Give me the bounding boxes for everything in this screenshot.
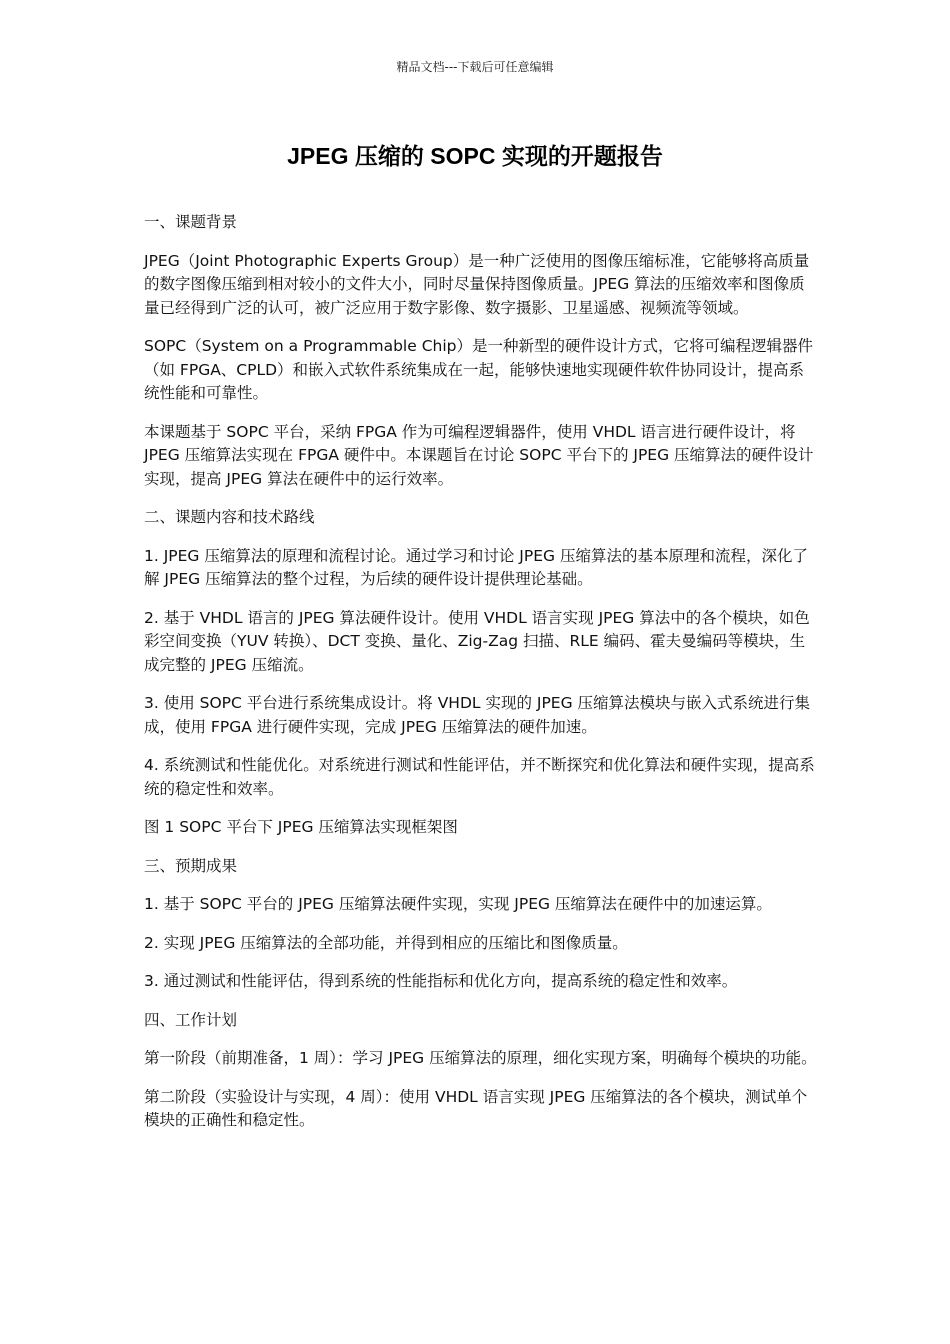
section-heading-content: 二、课题内容和技术路线 bbox=[144, 508, 315, 526]
page-header-note: 精品文档---下载后可任意编辑 bbox=[396, 60, 554, 74]
paragraph-sopc-intro: SOPC（System on a Programmable Chip）是一种新型的硬件设计方式，它将可编程逻辑器件（如 FPGA、CPLD）和嵌入式软件系统集成在一起，能够快速地实现硬件软件协同设计，提高系统性能和可靠性。 bbox=[144, 337, 813, 402]
section-heading-results: 三、预期成果 bbox=[144, 856, 238, 875]
figure-caption: 图 1 SOPC 平台下 JPEG 压缩算法实现框架图 bbox=[144, 818, 458, 836]
section-heading-plan: 四、工作计划 bbox=[144, 1010, 238, 1029]
plan-stage-2: 第二阶段（实验设计与实现，4 周）：使用 VHDL 语言实现 JPEG 压缩算法的各个模块，测试单个模块的正确性和稳定性。 bbox=[144, 1087, 808, 1129]
paragraph-jpeg-intro: JPEG（Joint Photographic Experts Group）是一种广泛使用的图像压缩标准，它能够将高质量的数字图像压缩到相对较小的文件大小，同时尽量保持图像质量。JPEG 算法的压缩效率和图像质量已经得到广泛的认可，被广泛应用于数字影像、数字摄影、卫星遥感、视频流等领域。 bbox=[144, 251, 810, 317]
list-item-results-1: 1. 基于 SOPC 平台的 JPEG 压缩算法硬件实现，实现 JPEG 压缩算法在硬件中的加速运算。 bbox=[144, 895, 772, 913]
document-title: JPEG 压缩的 SOPC 实现的开题报告 bbox=[287, 143, 663, 169]
list-item-content-2: 2. 基于 VHDL 语言的 JPEG 算法硬件设计。使用 VHDL 语言实现 JPEG 算法中的各个模块，如色彩空间变换（YUV 转换）、DCT 变换、量化、Zig-Zag 扫描、RLE 编码、霍夫曼编码等模块，生成完整的 JPEG 压缩流。 bbox=[144, 608, 810, 674]
list-item-content-4: 4. 系统测试和性能优化。对系统进行测试和性能评估，并不断探究和优化算法和硬件实现，提高系统的稳定性和效率。 bbox=[144, 756, 815, 798]
list-item-content-3: 3. 使用 SOPC 平台进行系统集成设计。将 VHDL 实现的 JPEG 压缩算法模块与嵌入式系统进行集成，使用 FPGA 进行硬件实现，完成 JPEG 压缩算法的硬件加速。 bbox=[144, 694, 811, 736]
list-item-results-2: 2. 实现 JPEG 压缩算法的全部功能，并得到相应的压缩比和图像质量。 bbox=[144, 933, 628, 952]
document-body bbox=[144, 211, 819, 1148]
section-heading-background: 一、课题背景 bbox=[144, 213, 238, 231]
plan-stage-1: 第一阶段（前期准备，1 周）：学习 JPEG 压缩算法的原理，细化实现方案，明确每个模块的功能。 bbox=[144, 1049, 817, 1067]
list-item-results-3: 3. 通过测试和性能评估，得到系统的性能指标和优化方向，提高系统的稳定性和效率。 bbox=[144, 972, 738, 990]
paragraph-project-basis: 本课题基于 SOPC 平台，采纳 FPGA 作为可编程逻辑器件，使用 VHDL 语言进行硬件设计，将 JPEG 压缩算法实现在 FPGA 硬件中。本课题旨在讨论 SOPC 平台下的 JPEG 压缩算法的硬件设计实现，提高 JPEG 算法在硬件中的运行效率。 bbox=[144, 422, 814, 488]
list-item-content-1: 1. JPEG 压缩算法的原理和流程讨论。通过学习和讨论 JPEG 压缩算法的基本原理和流程，深化了解 JPEG 压缩算法的整个过程，为后续的硬件设计提供理论基础。 bbox=[144, 546, 808, 588]
